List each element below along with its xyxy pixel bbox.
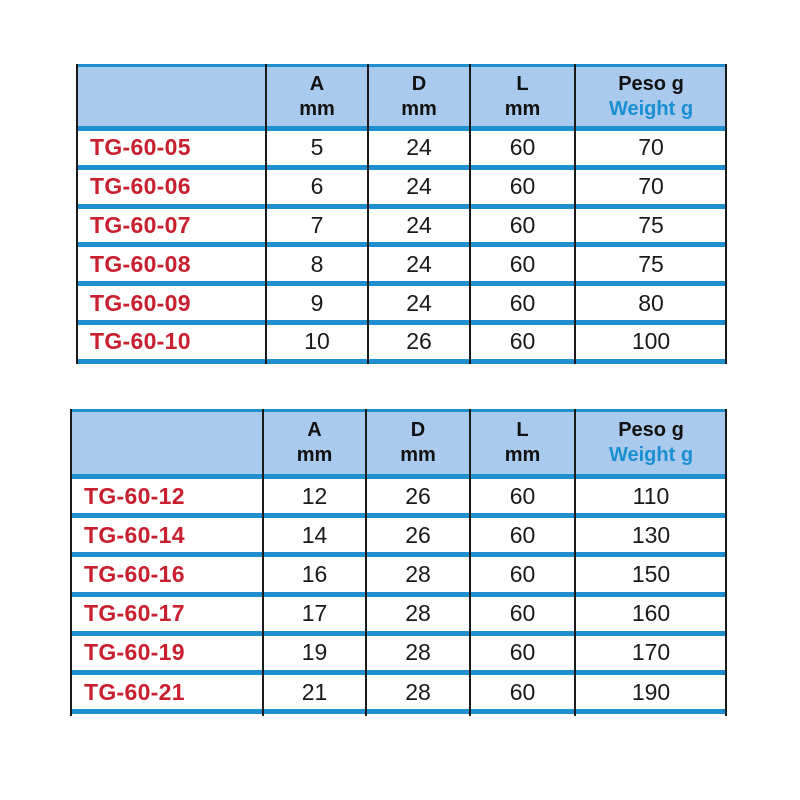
column-rule bbox=[70, 409, 72, 716]
cell-a: 14 bbox=[301, 521, 328, 548]
cell-weight: 190 bbox=[631, 678, 671, 705]
cell-weight: 70 bbox=[638, 134, 664, 161]
cell-d: 28 bbox=[405, 600, 431, 627]
cell-d: 24 bbox=[406, 289, 432, 316]
table-row bbox=[70, 636, 727, 670]
product-code: TG-60-16 bbox=[84, 560, 185, 587]
header-d bbox=[366, 412, 470, 474]
cell-weight: 75 bbox=[638, 211, 664, 238]
cell-weight: 110 bbox=[632, 482, 670, 509]
spec-table-2 bbox=[70, 409, 727, 716]
table-row bbox=[76, 325, 727, 359]
table-row bbox=[70, 518, 727, 552]
product-code: TG-60-19 bbox=[84, 639, 185, 666]
product-code: TG-60-17 bbox=[84, 600, 185, 627]
cell-a: 7 bbox=[310, 211, 324, 238]
column-rule bbox=[365, 409, 367, 716]
cell-l: 60 bbox=[509, 560, 536, 587]
column-rule bbox=[725, 64, 727, 364]
cell-weight: 100 bbox=[631, 328, 671, 355]
product-code: TG-60-06 bbox=[90, 173, 191, 200]
table-row bbox=[76, 170, 727, 204]
product-code: TG-60-05 bbox=[90, 134, 191, 161]
header-l bbox=[470, 67, 575, 126]
table-row bbox=[70, 557, 727, 591]
cell-weight: 160 bbox=[631, 600, 671, 627]
cell-a: 5 bbox=[310, 134, 324, 161]
header-l-line-2: mm bbox=[504, 444, 541, 466]
header-weight bbox=[575, 412, 727, 474]
header-a-line-1: A bbox=[309, 72, 325, 95]
cell-a: 12 bbox=[301, 482, 328, 509]
header-d-line-2: mm bbox=[400, 444, 436, 466]
column-rule bbox=[574, 64, 576, 364]
cell-weight: 170 bbox=[631, 639, 671, 666]
header-weight-line-1: Peso g bbox=[618, 419, 684, 441]
row-divider bbox=[70, 709, 727, 714]
table-row bbox=[70, 597, 727, 631]
header-weight-line-2: Weight g bbox=[608, 444, 694, 466]
cell-d: 24 bbox=[406, 134, 432, 161]
table-row bbox=[70, 479, 727, 513]
header-d-line-1: D bbox=[411, 72, 427, 95]
cell-l: 60 bbox=[509, 211, 536, 238]
cell-l: 60 bbox=[509, 328, 536, 355]
table-row bbox=[76, 209, 727, 243]
cell-a: 16 bbox=[301, 560, 328, 587]
header-weight-line-1: Peso g bbox=[618, 72, 684, 95]
column-rule bbox=[262, 409, 264, 716]
column-rule bbox=[265, 64, 267, 364]
cell-weight: 80 bbox=[638, 289, 664, 316]
cell-a: 8 bbox=[310, 250, 324, 277]
product-code: TG-60-14 bbox=[84, 521, 185, 548]
header-l-line-2: mm bbox=[504, 97, 541, 120]
column-rule bbox=[469, 64, 471, 364]
table-row bbox=[70, 675, 727, 709]
product-code: TG-60-21 bbox=[84, 678, 185, 705]
header-a-line-1: A bbox=[307, 419, 322, 441]
cell-a: 6 bbox=[310, 173, 324, 200]
cell-d: 24 bbox=[406, 250, 432, 277]
header-a-line-2: mm bbox=[296, 444, 333, 466]
column-rule bbox=[76, 64, 78, 364]
header-d-line-1: D bbox=[410, 419, 426, 441]
cell-a: 17 bbox=[301, 600, 328, 627]
cell-l: 60 bbox=[509, 289, 536, 316]
cell-a: 9 bbox=[310, 289, 324, 316]
column-rule bbox=[725, 409, 727, 716]
header-a bbox=[266, 67, 368, 126]
column-rule bbox=[469, 409, 471, 716]
header-l-line-1: L bbox=[516, 72, 529, 95]
header-d-line-2: mm bbox=[401, 97, 437, 120]
product-code: TG-60-07 bbox=[90, 211, 191, 238]
cell-d: 24 bbox=[406, 211, 432, 238]
cell-d: 28 bbox=[405, 639, 431, 666]
header-weight bbox=[575, 67, 727, 126]
product-code: TG-60-12 bbox=[84, 482, 185, 509]
cell-a: 10 bbox=[304, 328, 330, 355]
column-rule bbox=[574, 409, 576, 716]
spec-table-1 bbox=[76, 64, 727, 364]
cell-l: 60 bbox=[509, 250, 536, 277]
table-row bbox=[76, 131, 727, 165]
row-divider bbox=[76, 359, 727, 364]
cell-weight: 150 bbox=[631, 560, 671, 587]
header-l-line-1: L bbox=[516, 419, 529, 441]
cell-d: 26 bbox=[406, 328, 432, 355]
header-a bbox=[263, 412, 366, 474]
cell-l: 60 bbox=[509, 173, 536, 200]
cell-weight: 75 bbox=[638, 250, 664, 277]
cell-l: 60 bbox=[509, 482, 536, 509]
header-d bbox=[368, 67, 470, 126]
cell-l: 60 bbox=[509, 639, 536, 666]
table-row bbox=[76, 247, 727, 281]
cell-l: 60 bbox=[509, 678, 536, 705]
cell-weight: 130 bbox=[631, 521, 671, 548]
cell-d: 28 bbox=[405, 678, 431, 705]
header-a-line-2: mm bbox=[299, 97, 335, 120]
cell-d: 24 bbox=[406, 173, 432, 200]
product-code: TG-60-09 bbox=[90, 289, 191, 316]
cell-a: 19 bbox=[301, 639, 328, 666]
cell-l: 60 bbox=[509, 521, 536, 548]
cell-d: 28 bbox=[405, 560, 431, 587]
product-code: TG-60-08 bbox=[90, 250, 191, 277]
cell-l: 60 bbox=[509, 134, 536, 161]
header-l bbox=[470, 412, 575, 474]
cell-d: 26 bbox=[405, 482, 431, 509]
cell-weight: 70 bbox=[638, 173, 664, 200]
cell-l: 60 bbox=[509, 600, 536, 627]
header-weight-line-2: Weight g bbox=[608, 97, 694, 120]
cell-a: 21 bbox=[301, 678, 328, 705]
column-rule bbox=[367, 64, 369, 364]
product-code: TG-60-10 bbox=[90, 328, 191, 355]
cell-d: 26 bbox=[405, 521, 431, 548]
table-row bbox=[76, 286, 727, 320]
